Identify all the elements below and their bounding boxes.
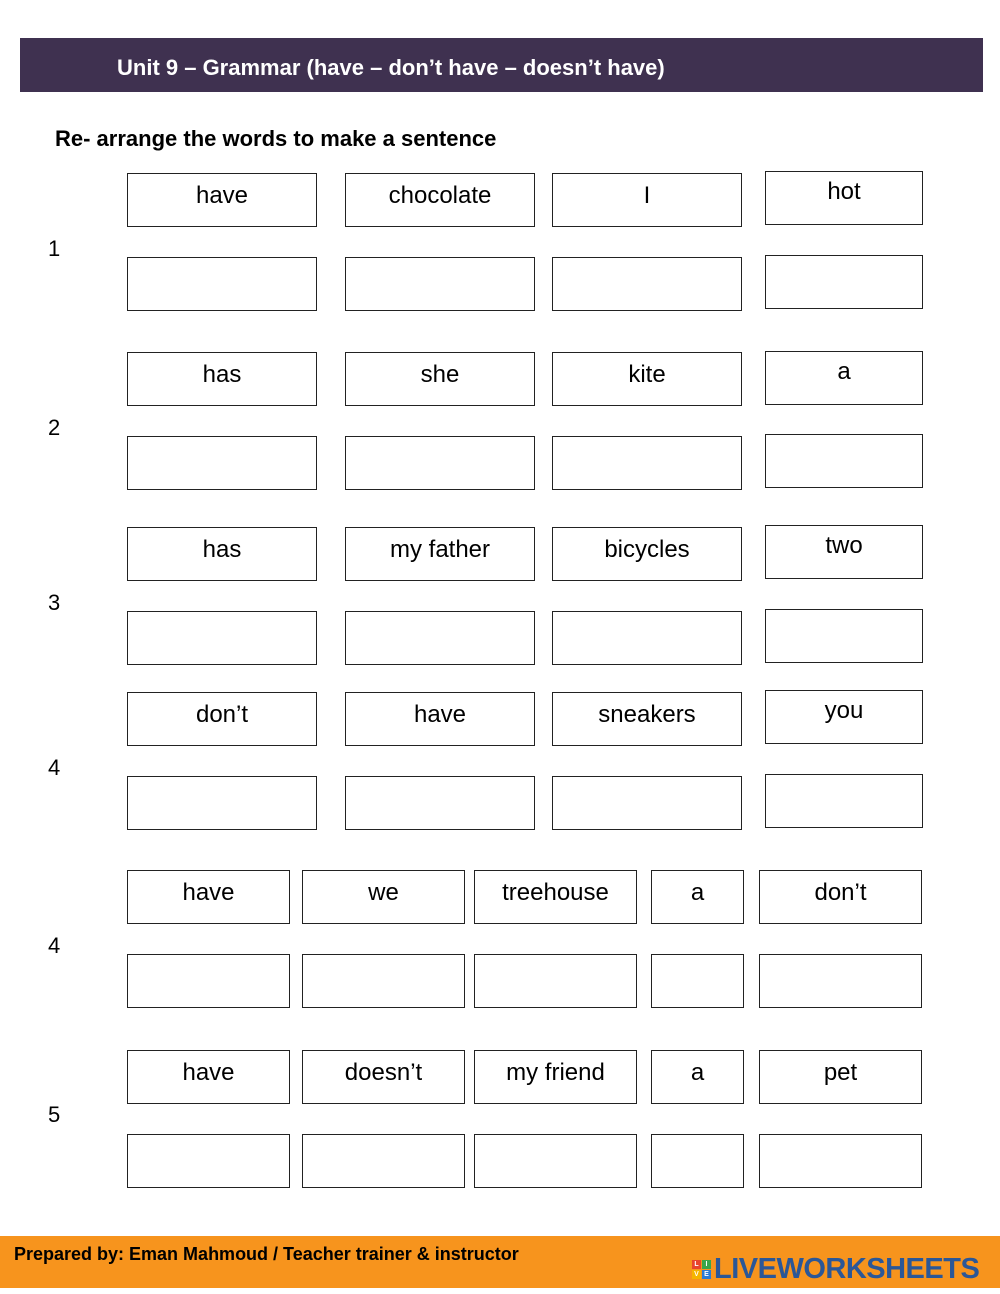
answer-box[interactable] — [127, 436, 317, 490]
word-box: kite — [552, 352, 742, 406]
footer-credit: Prepared by: Eman Mahmoud / Teacher trainer & instructor — [14, 1244, 519, 1264]
word-box: has — [127, 527, 317, 581]
answer-box[interactable] — [765, 774, 923, 828]
word-box: we — [302, 870, 465, 924]
word-box: have — [127, 1050, 290, 1104]
logo-text: LIVEWORKSHEETS — [714, 1252, 980, 1285]
exercise-number: 3 — [48, 590, 61, 615]
instruction-text: Re- arrange the words to make a sentence — [55, 126, 497, 151]
word-box: two — [765, 525, 923, 579]
word-box: don’t — [127, 692, 317, 746]
answer-box[interactable] — [765, 609, 923, 663]
answer-box[interactable] — [302, 1134, 465, 1188]
answer-box[interactable] — [552, 776, 742, 830]
word-box: a — [651, 1050, 744, 1104]
liveworksheets-logo-icon — [692, 1260, 711, 1279]
word-box: bicycles — [552, 527, 742, 581]
word-box: I — [552, 173, 742, 227]
word-box: treehouse — [474, 870, 637, 924]
page-title: Unit 9 – Grammar (have – don’t have – doesn’t have) — [117, 55, 665, 80]
answer-box[interactable] — [345, 257, 535, 311]
word-box: my friend — [474, 1050, 637, 1104]
logo-mark-letter: L — [692, 1260, 701, 1269]
answer-box[interactable] — [759, 1134, 922, 1188]
word-box: chocolate — [345, 173, 535, 227]
word-box: have — [345, 692, 535, 746]
word-box: hot — [765, 171, 923, 225]
answer-box[interactable] — [651, 954, 744, 1008]
answer-box[interactable] — [127, 611, 317, 665]
answer-box[interactable] — [345, 776, 535, 830]
answer-box[interactable] — [302, 954, 465, 1008]
answer-box[interactable] — [759, 954, 922, 1008]
liveworksheets-logo[interactable] — [692, 1254, 979, 1284]
word-box: a — [651, 870, 744, 924]
answer-box[interactable] — [552, 611, 742, 665]
answer-box[interactable] — [651, 1134, 744, 1188]
answer-box[interactable] — [345, 611, 535, 665]
word-box: sneakers — [552, 692, 742, 746]
answer-box[interactable] — [127, 1134, 290, 1188]
exercise-number: 5 — [48, 1102, 61, 1127]
word-box: doesn’t — [302, 1050, 465, 1104]
answer-box[interactable] — [127, 257, 317, 311]
logo-mark-letter: E — [702, 1270, 711, 1279]
word-box: a — [765, 351, 923, 405]
word-box: have — [127, 173, 317, 227]
exercise-number: 4 — [48, 755, 61, 780]
answer-box[interactable] — [127, 954, 290, 1008]
word-box: my father — [345, 527, 535, 581]
exercise-number: 2 — [48, 415, 61, 440]
word-box: she — [345, 352, 535, 406]
answer-box[interactable] — [552, 257, 742, 311]
exercise-number: 4 — [48, 933, 61, 958]
answer-box[interactable] — [765, 434, 923, 488]
word-box: don’t — [759, 870, 922, 924]
answer-box[interactable] — [474, 954, 637, 1008]
word-box: has — [127, 352, 317, 406]
answer-box[interactable] — [552, 436, 742, 490]
answer-box[interactable] — [345, 436, 535, 490]
exercise-number: 1 — [48, 236, 61, 261]
word-box: have — [127, 870, 290, 924]
answer-box[interactable] — [765, 255, 923, 309]
logo-mark-letter: I — [702, 1260, 711, 1269]
answer-box[interactable] — [474, 1134, 637, 1188]
answer-box[interactable] — [127, 776, 317, 830]
word-box: you — [765, 690, 923, 744]
logo-mark-letter: V — [692, 1270, 701, 1279]
word-box: pet — [759, 1050, 922, 1104]
